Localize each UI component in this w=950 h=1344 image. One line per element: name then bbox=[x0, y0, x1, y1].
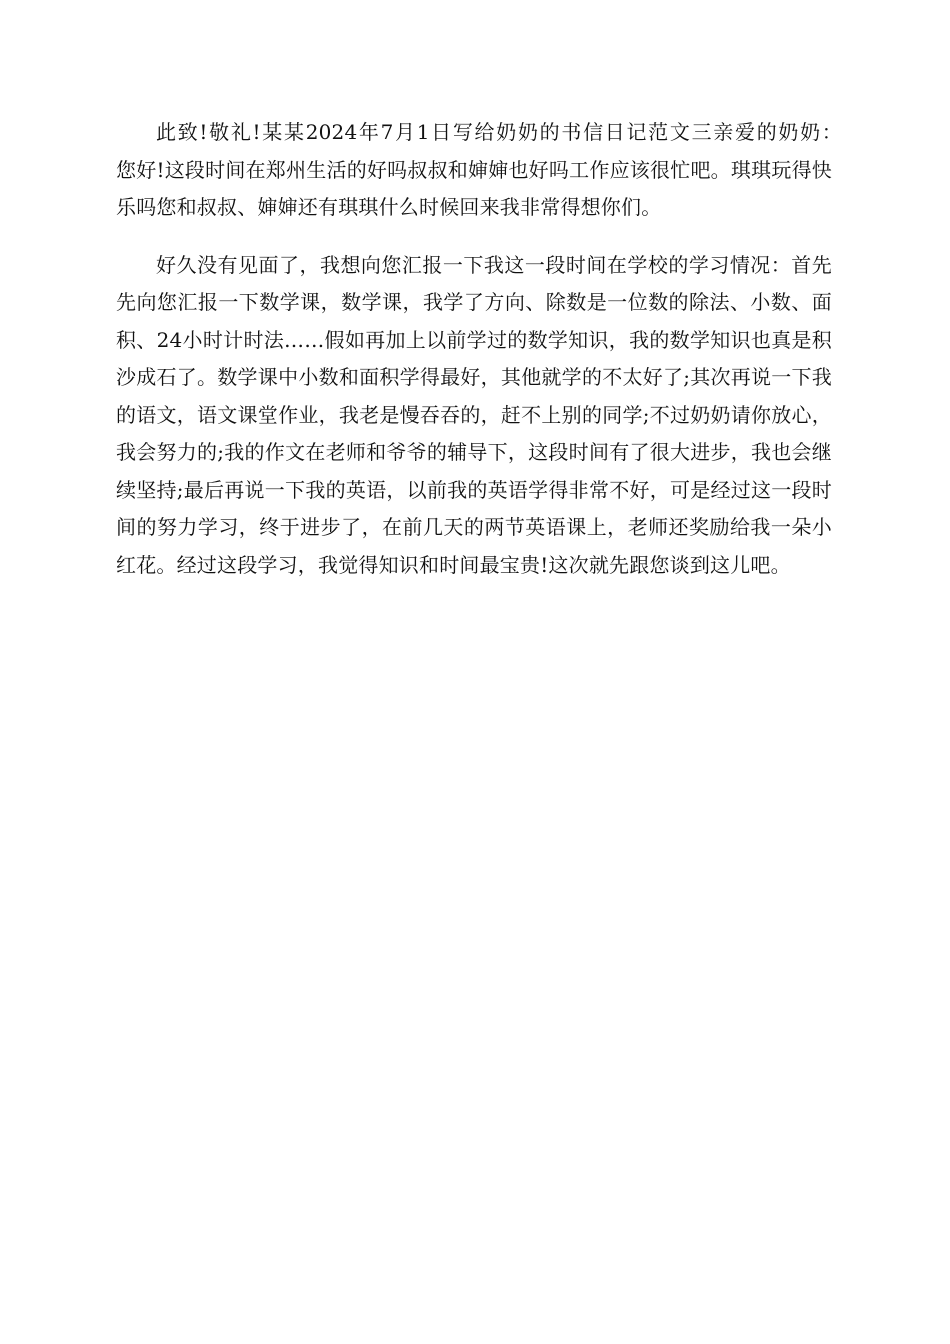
paragraph-2: 好久没有见面了，我想向您汇报一下我这一段时间在学校的学习情况：首先先向您汇报一下数学课，数学课，我学了方向、除数是一位数的除法、小数、面积、24小时计时法……假如再加上以前学过的数学知识，我的数学知识也真是积沙成石了。数学课中小数和面积学得最好，其他就学的不太好了;其次再说一下我的语文，语文课堂作业，我老是慢吞吞的，赶不上别的同学;不过奶奶请你放心，我会努力的;我的作文在老师和爷爷的辅导下，这段时间有了很大进步，我也会继续坚持;最后再说一下我的英语，以前我的英语学得非常不好，可是经过这一段时间的努力学习，终于进步了，在前几天的两节英语课上，老师还奖励给我一朵小红花。经过这段学习，我觉得知识和时间最宝贵!这次就先跟您谈到这儿吧。 bbox=[116, 252, 832, 577]
paragraph-1: 此致!敬礼!某某2024年7月1日写给奶奶的书信日记范文三亲爱的奶奶： 您好!这段时间在郑州生活的好吗叔叔和婶婶也好吗工作应该很忙吧。琪琪玩得快乐吗您和叔叔、婶婶还有琪琪什么时候回来我非常得想你们。 bbox=[116, 120, 873, 219]
document-body bbox=[116, 114, 873, 584]
